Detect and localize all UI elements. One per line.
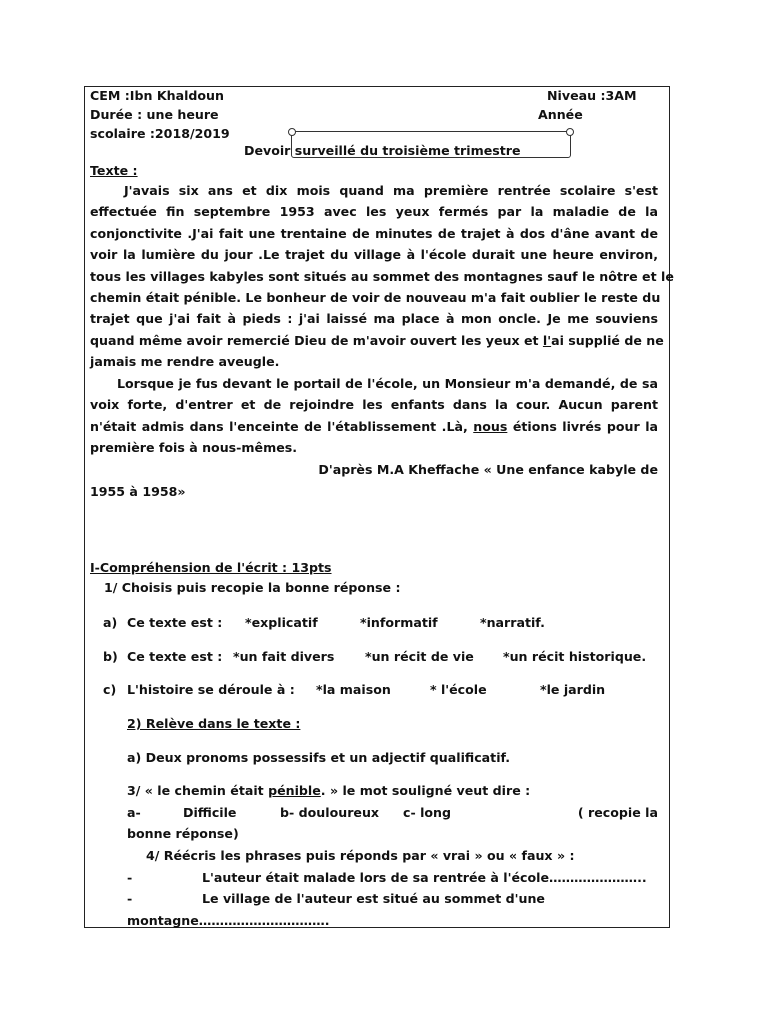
question-2a: a) Deux pronoms possessifs et un adjectif qualificatif. [127,750,511,765]
text-heading: Texte : [90,163,138,178]
q1b-option: *un récit historique. [503,649,647,664]
source-line-1: D'après M.A Kheffache « Une enfance kabyle de [318,462,658,477]
q1a-option: *informatif [360,615,438,630]
text-line: Lorsque je fus devant le portail de l'école, un Monsieur m'a demandé, de sa [117,376,658,391]
q1b-option: *un fait divers [233,649,335,664]
q1c-stem: L'histoire se déroule à : [127,682,295,697]
q3-option-b: b- douloureux [280,805,380,820]
text-line: tous les villages kabyles sont situés au sommet des montagnes sauf le nôtre et le [90,268,674,284]
paragraph-2 [90,373,658,459]
year-label: Année [538,107,583,122]
q1a-label: a) [103,615,118,630]
q4-statement-2: Le village de l'auteur est situé au sommet d'une [202,891,545,906]
q1a-option: *explicatif [245,615,318,630]
text-line [90,416,658,437]
q1c-label: c) [103,682,117,697]
underlined-word: nous [473,418,508,434]
text-fragment: ai supplié de ne [551,332,664,348]
text-fragment: n'était admis dans l'enceinte de l'établissement .Là, [90,418,474,434]
question-1: 1/ Choisis puis recopie la bonne réponse : [104,580,401,595]
underlined-word: pénible [268,783,321,798]
question-3 [127,783,530,798]
level: Niveau :3AM [547,88,637,103]
q1a-stem: Ce texte est : [127,615,223,630]
text-line: voix forte, d'entrer et de rejoindre les enfants dans la cour. Aucun parent [90,397,658,413]
q3-option-a-label: a- [127,805,141,820]
q3-note-continued: bonne réponse) [127,826,239,841]
text-line: voir la lumière du jour .Le trajet du village à l'école durait une heure environ, [90,247,658,263]
q1b-option: *un récit de vie [365,649,474,664]
q4-bullet: - [127,870,133,885]
scroll-curl-icon [566,128,574,136]
text-line: trajet que j'ai fait à pieds : j'ai laissé ma place à mon oncle. Je me souviens [90,311,658,327]
text-fragment: . » le mot souligné veut dire : [320,783,531,798]
text-line: J'avais six ans et dix mois quand ma première rentrée scolaire s'est [124,183,658,198]
q1c-option: *le jardin [540,682,606,697]
text-fragment: étions livrés pour la [507,418,659,434]
school-name: CEM :Ibn Khaldoun [90,88,224,103]
q1c-option: *la maison [316,682,391,697]
q1b-label: b) [103,649,118,664]
source-line-2: 1955 à 1958» [90,484,186,499]
q1c-option: * l'école [430,682,487,697]
text-line [90,330,664,351]
text-line: première fois à nous-mêmes. [90,440,298,456]
q4-statement-1: L'auteur était malade lors de sa rentrée à l'école………………….. [202,870,647,885]
text-fragment: quand même avoir remercié Dieu de m'avoir ouvert les yeux et [90,332,543,348]
q3-option-a: Difficile [183,805,237,820]
scroll-curl-icon [288,128,296,136]
exam-title: Devoir surveillé du troisième trimestre [244,143,521,158]
paragraph-1 [90,180,674,373]
question-2: 2) Relève dans le texte : [127,716,301,731]
duration: Durée : une heure [90,107,219,122]
q1a-option: *narratif. [480,615,545,630]
school-year: scolaire :2018/2019 [90,126,230,141]
q4-bullet: - [127,891,133,906]
text-line: effectuée fin septembre 1953 avec les yeux fermés par la maladie de la [90,204,658,220]
underlined-word: l' [542,332,552,348]
q3-note: ( recopie la [577,805,658,820]
question-4: 4/ Réécris les phrases puis réponds par « vrai » ou « faux » : [146,848,575,863]
text-line: chemin était pénible. Le bonheur de voir de nouveau m'a fait oublier le reste du [90,289,661,305]
q1b-stem: Ce texte est : [127,649,223,664]
text-line: jamais me rendre aveugle. [90,354,280,370]
section-heading: I-Compréhension de l'écrit : 13pts [90,560,332,575]
text-line: conjonctivite .J'ai fait une trentaine de minutes de trajet à dos d'âne avant de [90,225,658,241]
q4-statement-2-continued: montagne…………………………. [127,913,330,928]
q3-option-c: c- long [403,805,452,820]
text-fragment: 3/ « le chemin était [127,783,269,798]
